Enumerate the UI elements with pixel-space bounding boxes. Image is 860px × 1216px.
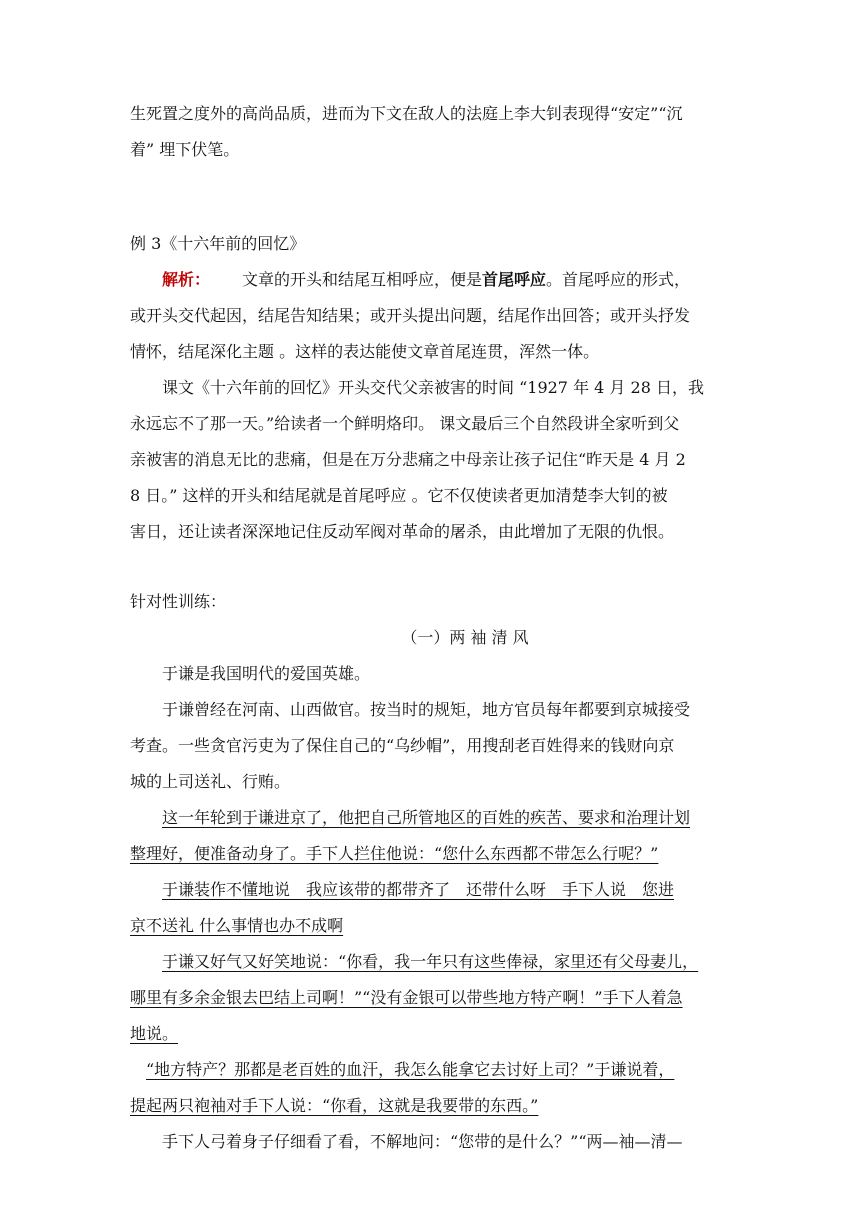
text-paragraph-line-5: 害日，还让读者深深地记住反动军阀对革命的屠杀，由此增加了无限的仇恨。	[130, 522, 675, 541]
story-line-6b: 提起两只袍袖对手下人说：“你看，这就是我要带的东西。”	[130, 1096, 539, 1115]
text-paragraph-line-4: 8 日。” 这样的开头和结尾就是首尾呼应 。它不仅使读者更加清楚李大钊的被	[130, 486, 668, 505]
story-line-5b: 哪里有多余金银去巴结上司啊！”“没有金银可以带些地方特产啊！”手下人着急	[130, 988, 683, 1007]
text-paragraph-line-1: 课文《十六年前的回忆》开头交代父亲被害的时间 “1927 年 4 月 28 日，我	[162, 378, 704, 397]
story-line-3a: 这一年轮到于谦进京了，他把自己所管地区的百姓的疾苦、要求和治理计划	[162, 808, 691, 827]
analysis-text-pre: 文章的开头和结尾互相呼应，便是	[242, 270, 483, 289]
analysis-text-post: 。首尾呼应的形式，	[546, 270, 691, 289]
training-heading: 针对性训练：	[130, 592, 227, 611]
example-title: 例 3《十六年前的回忆》	[130, 234, 306, 253]
intro-line-1: 生死置之度外的高尚品质，进而为下文在敌人的法庭上李大钊表现得“安定”“沉	[130, 104, 683, 123]
story-line-7a: 手下人弓着身子仔细看了看，不解地问：“您带的是什么？”“两—袖—清—	[162, 1132, 683, 1151]
story-line-2c: 城的上司送礼、行贿。	[130, 772, 291, 791]
story-line-5a: 于谦又好气又好笑地说：“你看，我一年只有这些俸禄，家里还有父母妻儿，	[162, 952, 699, 971]
story-line-1: 于谦是我国明代的爱国英雄。	[162, 664, 371, 683]
story-title: （一）两 袖 清 风	[401, 628, 529, 647]
analysis-keyword: 首尾呼应	[482, 270, 547, 289]
story-line-4a: 于谦装作不懂地说 我应该带的都带齐了 还带什么呀 手下人说 您进	[162, 880, 675, 899]
analysis-line-3: 情怀，结尾深化主题 。这样的表达能使文章首尾连贯，浑然一体。	[130, 342, 600, 361]
story-line-5c: 地说。	[130, 1024, 179, 1043]
analysis-first-line	[162, 270, 690, 290]
story-line-4b: 京不送礼 什么事情也办不成啊	[130, 916, 344, 935]
intro-line-2: 着” 埋下伏笔。	[130, 140, 240, 159]
story-line-2a: 于谦曾经在河南、山西做官。按当时的规矩，地方官员每年都要到京城接受	[162, 700, 691, 719]
text-paragraph-line-3: 亲被害的消息无比的悲痛，但是在万分悲痛之中母亲让孩子记住“昨天是 4 月 2	[130, 450, 686, 469]
story-line-2b: 考查。一些贪官污吏为了保住自己的“乌纱帽”，用搜刮老百姓得来的钱财向京	[130, 736, 675, 755]
analysis-label: 解析：	[162, 270, 211, 289]
story-line-3b: 整理好，便准备动身了。手下人拦住他说：“您什么东西都不带怎么行呢？”	[130, 844, 659, 863]
story-line-6a: “地方特产？那都是老百姓的血汗，我怎么能拿它去讨好上司？”于谦说着，	[146, 1060, 675, 1079]
analysis-line-2: 或开头交代起因，结尾告知结果；或开头提出问题，结尾作出回答；或开头抒发	[130, 306, 691, 325]
text-paragraph-line-2: 永远忘不了那一天。”给读者一个鲜明烙印。 课文最后三个自然段讲全家听到父	[130, 414, 680, 433]
